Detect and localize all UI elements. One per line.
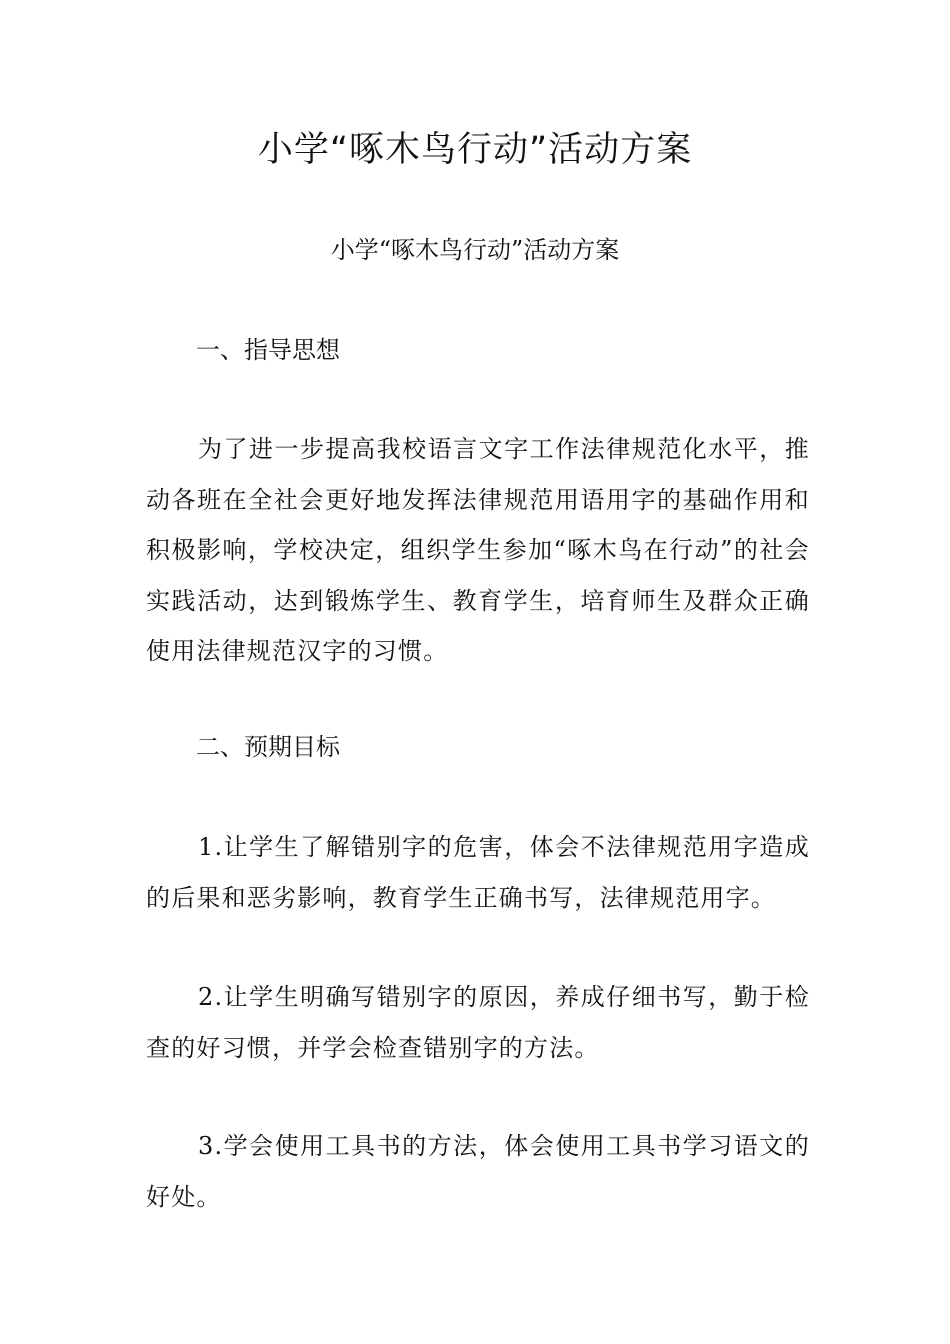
document-subtitle: 小学“啄木鸟行动”活动方案 [330,236,620,264]
goal-item-3: 3.学会使用工具书的方法，体会使用工具书学习语文的好处。 [146,1132,810,1211]
goal-item-1: 1.让学生了解错别字的危害，体会不法律规范用字造成的后果和恶劣影响，教育学生正确书写，法律规范用字。 [146,833,810,912]
section-heading-expected-goals: 二、预期目标 [196,733,340,761]
section-paragraph-guiding-ideology: 为了进一步提高我校语言文字工作法律规范化水平，推动各班在全社会更好地发挥法律规范用语用字的基础作用和积极影响，学校决定，组织学生参加“啄木鸟在行动”的社会实践活动，达到锻炼学生、教育学生，培育师生及群众正确使用法律规范汉字的习惯。 [146,435,810,665]
document-title: 小学“啄木鸟行动”活动方案 [257,130,693,170]
section-heading-guiding-ideology: 一、指导思想 [196,336,340,364]
goal-item-2: 2.让学生明确写错别字的原因，养成仔细书写，勤于检查的好习惯，并学会检查错别字的方法。 [146,983,810,1062]
